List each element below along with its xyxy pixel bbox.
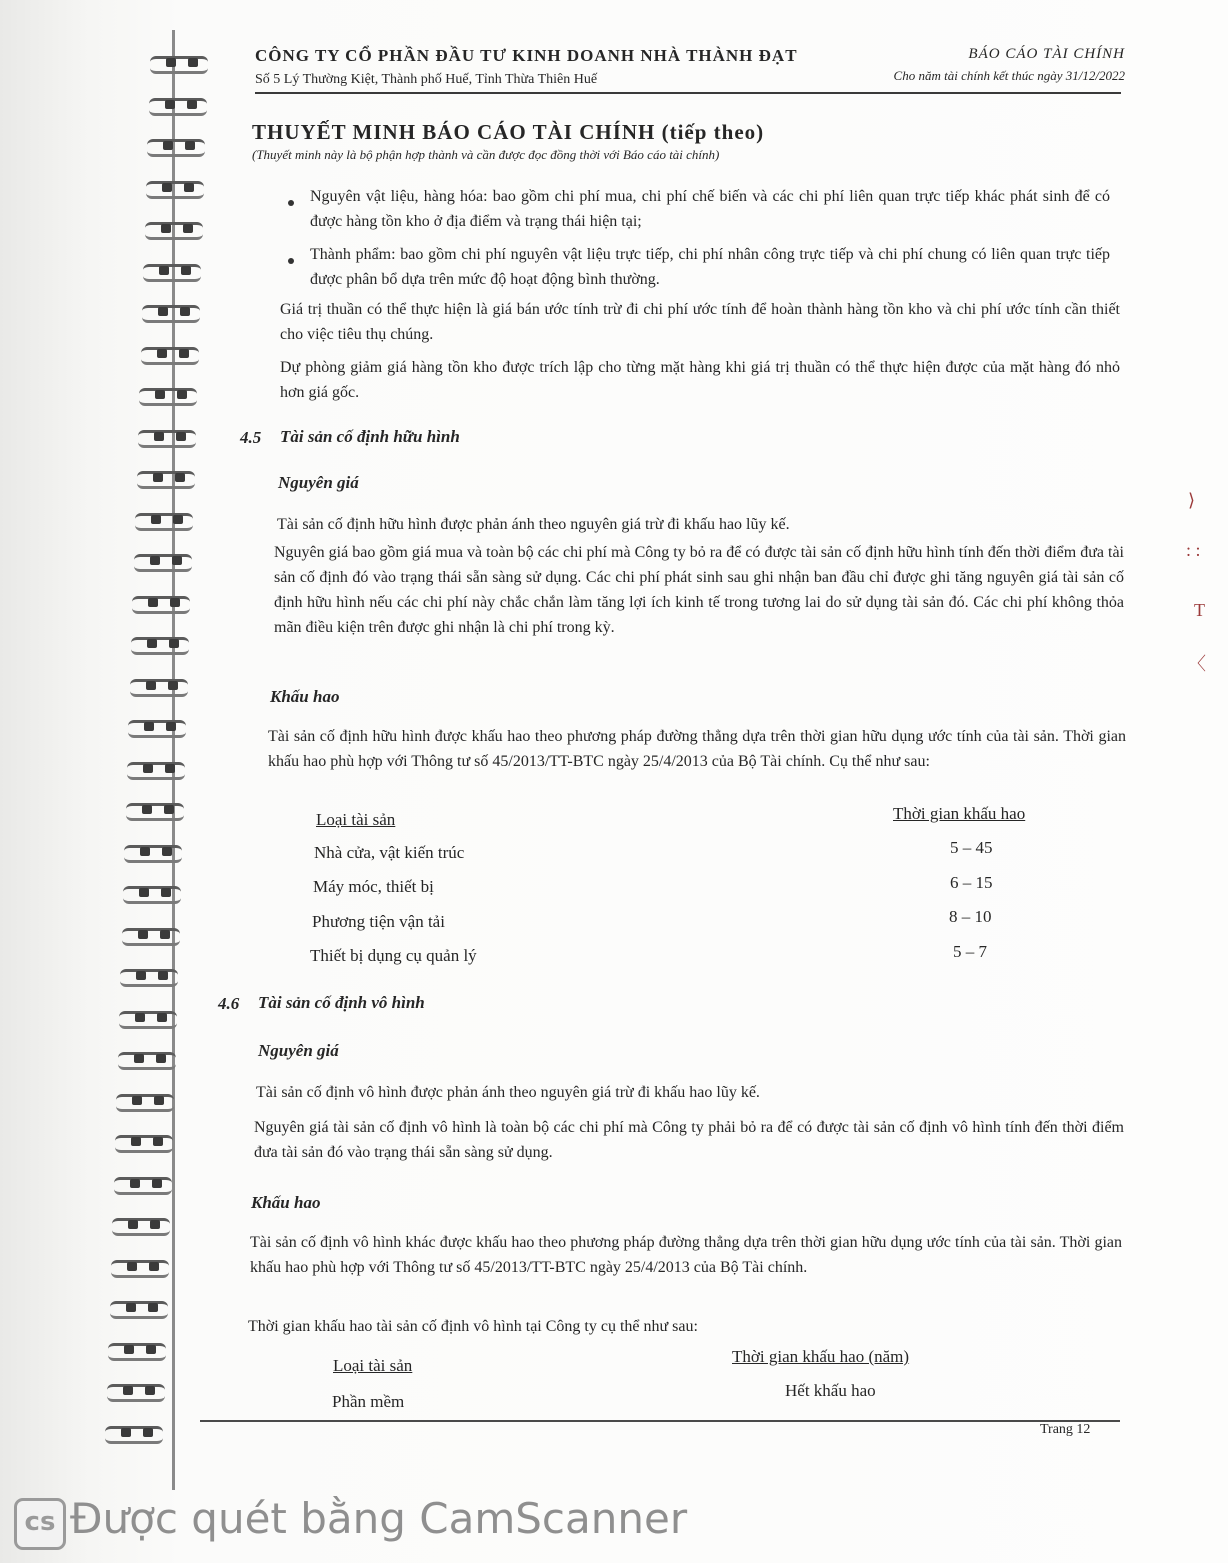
- table-cell-asset: Thiết bị dụng cụ quản lý: [310, 946, 477, 965]
- inventory-bullet-finished-goods: Thành phẩm: bao gồm chi phí nguyên vật liệu trực tiếp, chi phí nhân công trực tiếp và chi phí chung có liên quan trực tiếp được phân bổ dựa trên mức độ hoạt động bình thường.: [310, 246, 1110, 288]
- header-divider: [255, 92, 1121, 94]
- tangible-cost-paragraph: Tài sản cố định hữu hình được phản ánh theo nguyên giá trừ đi khấu hao lũy kế.: [277, 516, 790, 533]
- binding-ring: [135, 509, 193, 531]
- table-cell-years: 6 – 15: [950, 873, 993, 892]
- table-cell-asset: Nhà cửa, vật kiến trúc: [314, 843, 465, 862]
- table-header-asset-type: Loại tài sản: [316, 810, 396, 829]
- binding-ring: [110, 1297, 168, 1319]
- document-subtitle: (Thuyết minh này là bộ phận hợp thành và cần được đọc đồng thời với Báo cáo tài chính): [252, 147, 720, 162]
- subsection-heading: Khấu hao: [251, 1193, 321, 1212]
- binding-ring: [123, 882, 181, 904]
- table-header-depreciation-period: Thời gian khấu hao (năm): [732, 1347, 910, 1366]
- binding-ring: [137, 467, 195, 489]
- intangible-cost-detail-paragraph: Nguyên giá tài sản cố định vô hình là toàn bộ các chi phí mà Công ty phải bỏ ra để có được tài sản cố định vô hình tính đến thời điểm đưa tài sản đó vào trạng thái sẵn sàng sử dụng.: [254, 1119, 1124, 1161]
- tangible-cost-detail-paragraph: Nguyên giá bao gồm giá mua và toàn bộ các chi phí mà Công ty bỏ ra để có được tài sản cố định hữu hình tính đến thời điểm đưa tài sản cố định đó vào trạng thái sẵn sàng sử dụng. Các chi phí phát sinh sau ghi nhận ban đầu chỉ được ghi tăng nguyên giá tài sản cố định hữu hình nếu các chi phí này chắc chắn làm tăng lợi ích kinh tế trong tương lai do sử dụng tài sản đó. Các chi phí không thỏa mãn điều kiện trên được ghi nhận là chi phí trong kỳ.: [274, 544, 1124, 636]
- binding-ring: [138, 426, 196, 448]
- binding-ring: [118, 1048, 176, 1070]
- inventory-bullet-raw-materials: Nguyên vật liệu, hàng hóa: bao gồm chi phí mua, chi phí chế biến và các chi phí liên quan trực tiếp khác phát sinh để có được hàng tồn kho ở địa điểm và trạng thái hiện tại;: [310, 188, 1110, 230]
- binding-ring: [105, 1422, 163, 1444]
- tangible-depreciation-paragraph: Tài sản cố định hữu hình được khấu hao theo phương pháp đường thẳng dựa trên thời gian hữu dụng ước tính của tài sản. Thời gian khấu hao phù hợp với Thông tư số 45/2013/TT-BTC ngày 25/4/2013 của Bộ Tài chính. Cụ thể như sau:: [268, 728, 1126, 770]
- binding-ring: [122, 924, 180, 946]
- binding-ring: [112, 1214, 170, 1236]
- binding-ring: [150, 52, 208, 74]
- binding-ring: [146, 177, 204, 199]
- table-cell-years: Hết khấu hao: [785, 1381, 876, 1400]
- inventory-provision-paragraph: Dự phòng giảm giá hàng tồn kho được trích lập cho từng mặt hàng khi giá trị thuần có thể thực hiện được của mặt hàng đó nhỏ hơn giá gốc.: [280, 359, 1120, 401]
- binding-ring: [107, 1380, 165, 1402]
- section-number: 4.5: [240, 428, 262, 447]
- section-number: 4.6: [218, 994, 240, 1013]
- binding-ring: [149, 94, 207, 116]
- binding-ring: [114, 1173, 172, 1195]
- section-heading: Tài sản cố định vô hình: [258, 993, 425, 1012]
- net-realizable-value-paragraph: Giá trị thuần có thể thực hiện là giá bán ước tính trừ đi chi phí ước tính để hoàn thành hàng tồn kho và chi phí ước tính cần thiết cho việc tiêu thụ chúng.: [280, 301, 1120, 343]
- bullet-icon: [288, 258, 294, 264]
- margin-stamp-fragment: ⟩ : : Τ 〈: [1186, 490, 1206, 674]
- section-heading: Tài sản cố định hữu hình: [280, 427, 460, 446]
- report-title: BÁO CÁO TÀI CHÍNH: [968, 46, 1125, 62]
- subsection-heading: Khấu hao: [270, 687, 340, 706]
- binding-ring: [115, 1131, 173, 1153]
- table-header-asset-type: Loại tài sản: [333, 1356, 413, 1375]
- intangible-cost-paragraph: Tài sản cố định vô hình được phản ánh theo nguyên giá trừ đi khấu hao lũy kế.: [256, 1084, 760, 1101]
- binding-ring: [134, 550, 192, 572]
- binding-ring: [128, 716, 186, 738]
- page-number: Trang 12: [1040, 1422, 1091, 1437]
- binding-ring: [111, 1256, 169, 1278]
- binding-ring: [119, 1007, 177, 1029]
- company-name: CÔNG TY CỔ PHẦN ĐẦU TƯ KINH DOANH NHÀ THÀNH ĐẠT: [255, 46, 798, 65]
- binding-ring: [131, 633, 189, 655]
- table-cell-years: 5 – 45: [950, 838, 993, 857]
- subsection-heading: Nguyên giá: [258, 1041, 339, 1060]
- camscanner-logo-icon: cs: [14, 1498, 66, 1550]
- table-header-depreciation-period: Thời gian khấu hao: [893, 804, 1026, 823]
- binding-ring: [130, 675, 188, 697]
- intangible-depreciation-intro: Thời gian khấu hao tài sản cố định vô hình tại Công ty cụ thể như sau:: [248, 1318, 698, 1335]
- binding-ring: [127, 758, 185, 780]
- binding-ring: [139, 384, 197, 406]
- table-cell-asset: Máy móc, thiết bị: [313, 877, 434, 896]
- binding-ring: [132, 592, 190, 614]
- binding-ring: [116, 1090, 174, 1112]
- table-cell-years: 8 – 10: [949, 907, 992, 926]
- subsection-heading: Nguyên giá: [278, 473, 359, 492]
- binding-ring: [126, 799, 184, 821]
- document-title: THUYẾT MINH BÁO CÁO TÀI CHÍNH (tiếp theo): [252, 120, 765, 144]
- bullet-icon: [288, 200, 294, 206]
- footer-divider: [200, 1420, 1120, 1422]
- watermark-text: Được quét bằng CamScanner: [70, 1494, 688, 1543]
- binding-ring: [147, 135, 205, 157]
- binding-ring: [141, 343, 199, 365]
- table-cell-asset: Phần mềm: [332, 1392, 405, 1411]
- binding-ring: [124, 841, 182, 863]
- binding-ring: [143, 260, 201, 282]
- scanner-watermark: [0, 1490, 700, 1560]
- company-address: Số 5 Lý Thường Kiệt, Thành phố Huế, Tỉnh Thừa Thiên Huế: [255, 72, 598, 87]
- report-period: Cho năm tài chính kết thúc ngày 31/12/2022: [893, 68, 1125, 83]
- table-cell-asset: Phương tiện vận tải: [312, 912, 445, 931]
- binding-ring: [120, 965, 178, 987]
- table-cell-years: 5 – 7: [953, 942, 987, 961]
- intangible-depreciation-paragraph: Tài sản cố định vô hình khác được khấu hao theo phương pháp đường thẳng dựa trên thời gian hữu dụng ước tính của tài sản. Thời gian khấu hao phù hợp với Thông tư số 45/2013/TT-BTC ngày 25/4/2013 của Bộ Tài chính.: [250, 1234, 1122, 1276]
- binding-ring: [145, 218, 203, 240]
- binding-ring: [142, 301, 200, 323]
- binding-ring: [108, 1339, 166, 1361]
